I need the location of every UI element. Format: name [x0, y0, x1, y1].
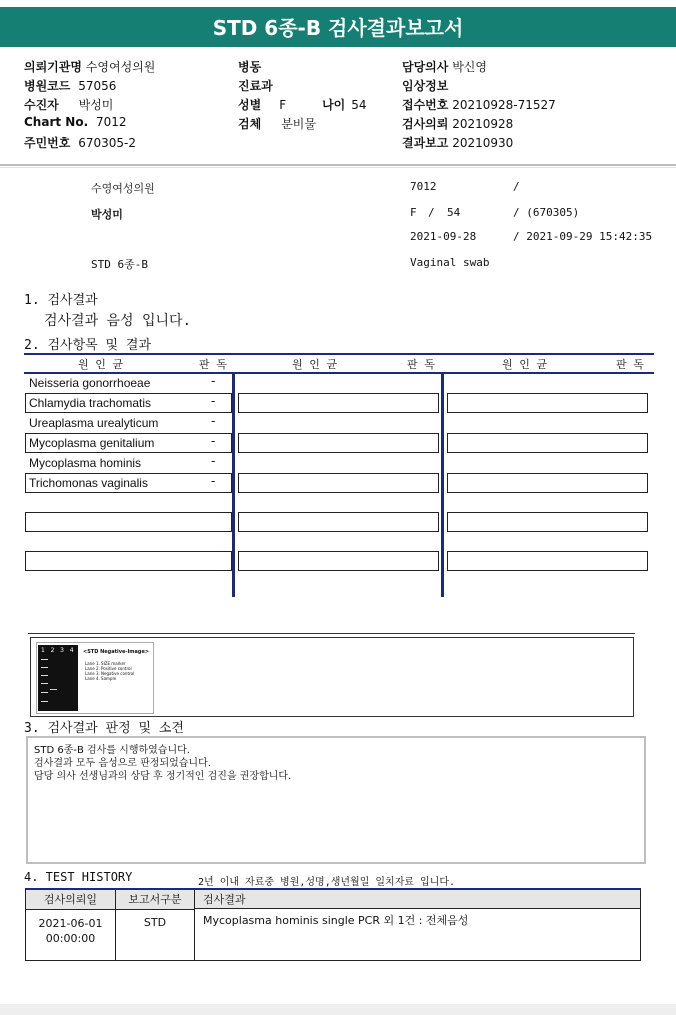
label-dept: 진료과 — [238, 79, 273, 93]
gel-legend-item: Lane 3. Negative control — [85, 671, 135, 676]
history-type: STD — [143, 916, 167, 929]
history-result: Mycoplasma hominis single PCR 외 1건 : 전체음성 — [203, 914, 469, 927]
value-receipt: 20210928-71527 — [452, 98, 556, 112]
header-col2 — [238, 58, 367, 134]
gel-legend-item: Lane 2. Positive control — [85, 666, 132, 671]
section1-result: 검사결과 음성 입니다. — [44, 313, 192, 329]
organism-name: Ureaplasma urealyticum — [29, 416, 159, 430]
gel-band — [41, 675, 48, 676]
section3-heading: 3. 검사결과 판정 및 소견 — [24, 721, 184, 736]
value-chart: 7012 — [95, 115, 127, 129]
organism-result: - — [211, 434, 216, 448]
summary-birth: / (670305) — [513, 206, 580, 219]
opinion-text — [34, 744, 291, 783]
opinion-line: 담당 의사 선생님과의 상담 후 정기적인 검진을 권장합니다. — [34, 771, 292, 782]
empty-row-box — [238, 433, 439, 453]
opinion-line: 검사결과 모두 음성으로 판정되었습니다. — [34, 758, 211, 769]
organism-result: - — [211, 394, 216, 408]
gel-band — [41, 692, 48, 693]
summary-patient: 박성미 — [91, 208, 123, 221]
organism-result: - — [211, 414, 216, 428]
organism-name: Chlamydia trachomatis — [29, 396, 152, 410]
empty-row-box — [447, 551, 648, 571]
summary-received: 2021-09-28 — [410, 230, 477, 243]
gel-title: <STD Negative-Image> — [83, 649, 150, 655]
opinion-line: STD 6종-B 검사를 시행하였습니다. — [34, 745, 190, 756]
history-note: 2년 이내 자료중 병원,성명,생년월일 일치자료 입니다. — [198, 877, 456, 888]
history-divider — [194, 910, 195, 961]
label-rrn: 주민번호 — [24, 136, 71, 150]
gel-band — [41, 683, 48, 684]
gel-band — [50, 689, 57, 690]
history-time: 00:00:00 — [45, 932, 96, 945]
section4-heading: 4. TEST HISTORY — [24, 870, 133, 884]
organism-result: - — [211, 454, 216, 468]
col-judge-3: 판 독 — [616, 358, 644, 371]
gel-image-panel — [36, 642, 154, 714]
value-patient: 박성미 — [78, 98, 114, 112]
organism-result: - — [211, 374, 216, 388]
empty-row-box — [447, 393, 648, 413]
value-age: 54 — [351, 98, 367, 112]
empty-row-box — [238, 551, 439, 571]
history-date: 2021-06-01 — [38, 917, 103, 930]
label-doctor: 담당의사 — [402, 60, 449, 74]
summary-reported: / 2021-09-29 15:42:35 — [513, 230, 653, 243]
gel-lane-labels — [41, 647, 74, 654]
organism-result: - — [211, 474, 216, 488]
summary-age: 54 — [447, 206, 461, 219]
gel-lane-label: 1 — [41, 647, 45, 654]
header-divider-shadow — [0, 167, 676, 168]
label-sex: 성별 — [238, 98, 262, 112]
empty-row-box — [238, 473, 439, 493]
value-specimen: 분비물 — [281, 117, 316, 131]
summary-sex: F — [410, 206, 417, 219]
summary-slash2: / — [428, 206, 435, 219]
empty-row-box — [25, 512, 232, 532]
gel-lane-label: 2 — [50, 647, 55, 654]
gel-top-rule — [28, 633, 635, 634]
history-table — [25, 888, 641, 961]
label-report: 결과보고 — [402, 136, 449, 150]
history-header-date: 검사의뢰일 — [26, 890, 116, 910]
col-organism-1: 원 인 균 — [78, 358, 124, 371]
history-header-result: 검사결과 — [195, 890, 640, 909]
col-judge-2: 판 독 — [407, 358, 435, 371]
empty-row-box — [447, 473, 648, 493]
summary-hospital: 수영여성의원 — [91, 182, 155, 195]
section2-heading: 2. 검사항목 및 결과 — [24, 338, 152, 353]
value-request: 20210928 — [452, 117, 514, 131]
gel-band — [41, 659, 48, 660]
organism-name: Mycoplasma hominis — [29, 456, 142, 470]
gel-legend — [85, 661, 134, 681]
gel-lane-label: 3 — [60, 647, 64, 654]
col-organism-3: 원 인 균 — [502, 358, 548, 371]
opinion-box — [26, 736, 646, 864]
header-divider — [0, 164, 676, 166]
value-rrn: 670305-2 — [78, 136, 136, 150]
value-hospcode: 57056 — [78, 79, 117, 93]
table-top-rule — [24, 353, 654, 355]
organism-name: Neisseria gonorrhoeae — [29, 376, 151, 390]
summary-test: STD 6종-B — [91, 258, 148, 271]
label-clinical: 임상정보 — [402, 79, 449, 93]
page-footer-band — [0, 1004, 676, 1015]
label-chart: Chart No. — [24, 115, 89, 129]
history-date-cell — [26, 916, 115, 946]
section1-heading: 1. 검사결과 — [24, 293, 98, 308]
col-judge-1: 판 독 — [199, 358, 227, 371]
label-patient: 수진자 — [24, 98, 59, 112]
value-doctor: 박신영 — [452, 60, 487, 74]
label-request: 검사의뢰 — [402, 117, 449, 131]
col-organism-2: 원 인 균 — [292, 358, 338, 371]
empty-row-box — [447, 433, 648, 453]
empty-row-box — [238, 512, 439, 532]
history-header-type: 보고서구분 — [116, 890, 195, 910]
empty-row-box — [25, 551, 232, 571]
report-title: STD 6종-B 검사결과보고서 — [0, 7, 676, 47]
gel-lane-label: 4 — [69, 647, 74, 654]
value-sex: F — [279, 98, 287, 112]
summary-chart: 7012 — [410, 180, 437, 193]
gel-band — [41, 667, 48, 668]
table-divider-2 — [441, 372, 444, 597]
label-ward: 병동 — [238, 60, 262, 74]
organism-name: Mycoplasma genitalium — [29, 436, 155, 450]
header-col3 — [402, 58, 556, 153]
empty-row-box — [238, 393, 439, 413]
empty-row-box — [447, 512, 648, 532]
organism-name: Trichomonas vaginalis — [29, 476, 148, 490]
summary-slash: / — [513, 180, 520, 193]
table-header-rule — [24, 372, 654, 374]
header-col1 — [24, 58, 155, 153]
label-age: 나이 — [322, 98, 346, 112]
value-orgname: 수영여성의원 — [85, 60, 156, 74]
label-hospcode: 병원코드 — [24, 79, 71, 93]
label-orgname: 의뢰기관명 — [24, 60, 82, 74]
value-report: 20210930 — [452, 136, 514, 150]
gel-band — [41, 701, 48, 702]
gel-legend-item: Lane 1. SIZE marker — [85, 661, 126, 666]
label-receipt: 접수번호 — [402, 98, 449, 112]
table-divider-1 — [232, 372, 235, 597]
label-specimen: 검체 — [238, 117, 262, 131]
gel-legend-item: Lane 4. Sample — [85, 676, 117, 681]
summary-specimen: Vaginal swab — [410, 256, 490, 269]
gel-image — [38, 645, 78, 711]
